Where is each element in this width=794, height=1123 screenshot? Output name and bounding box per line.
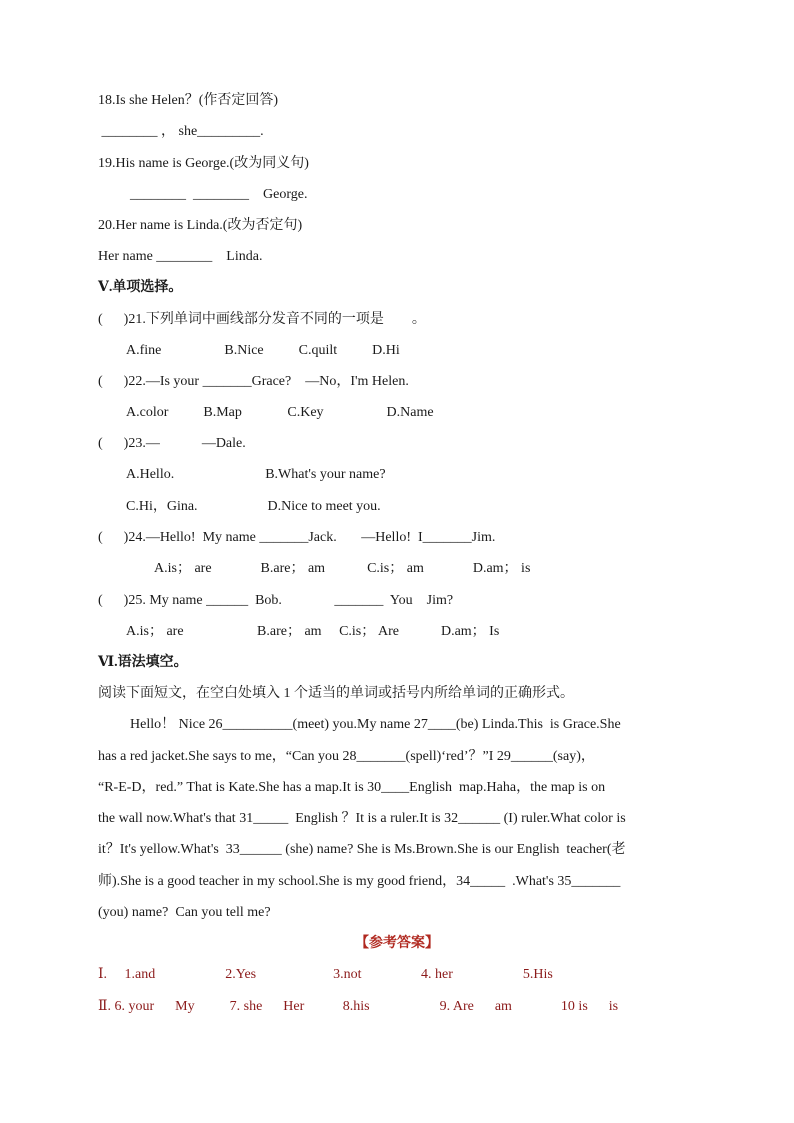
question-18: 18.Is she Helen？(作否定回答) bbox=[98, 93, 279, 108]
question-20: 20.Her name is Linda.(改为否定句) bbox=[98, 218, 303, 233]
section-6-heading: Ⅵ.语法填空。 bbox=[98, 655, 188, 670]
passage-line-5: it？It's yellow.What's 33______ (she) name? She is Ms.Brown.She is our English teacher(老 bbox=[98, 842, 626, 857]
question-23-options-2: C.Hi，Gina. D.Nice to meet you. bbox=[126, 499, 381, 514]
question-22-options: A.color B.Map C.Key D.Name bbox=[126, 405, 434, 420]
passage-line-2: has a red jacket.She says to me，“Can you 28_______(spell)‘red’？”I 29______(say)， bbox=[98, 749, 595, 764]
question-24: ( )24.—Hello! My name _______Jack. —Hello! I_______Jim. bbox=[98, 530, 496, 545]
question-20-answer-line: Her name ________ Linda. bbox=[98, 249, 263, 264]
question-18-answer-line: ________ ， she_________. bbox=[98, 124, 264, 139]
answer-key-row-2: Ⅱ. 6. your My 7. she Her 8.his 9. Are am 10 is is bbox=[98, 999, 619, 1014]
question-23-options-1: A.Hello. B.What's your name? bbox=[126, 467, 386, 482]
section-6-instruction: 阅读下面短文，在空白处填入 1 个适当的单词或括号内所给单词的正确形式。 bbox=[98, 686, 574, 701]
question-19-answer-line: ________ ________ George. bbox=[130, 187, 308, 202]
answer-key-row-1: Ⅰ. 1.and 2.Yes 3.not 4. her 5.His bbox=[98, 967, 553, 982]
passage-line-3: “R-E-D，red.” That is Kate.She has a map.It is 30____English map.Haha，the map is on bbox=[98, 780, 606, 795]
section-5-heading: Ⅴ.单项选择。 bbox=[98, 280, 183, 295]
question-24-options: A.is； are B.are； am C.is； am D.am； is bbox=[154, 561, 531, 576]
answer-key-title: 【参考答案】 bbox=[355, 936, 439, 951]
question-21-options: A.fine B.Nice C.quilt D.Hi bbox=[126, 343, 400, 358]
question-22: ( )22.—Is your _______Grace? —No，I'm Helen. bbox=[98, 374, 409, 389]
question-25: ( )25. My name ______ Bob. _______ You Jim? bbox=[98, 593, 454, 608]
question-25-options: A.is； are B.are； am C.is； Are D.am； Is bbox=[126, 624, 500, 639]
question-19: 19.His name is George.(改为同义句) bbox=[98, 156, 309, 171]
passage-line-6: 师).She is a good teacher in my school.She is my good friend，34_____ .What's 35_______ bbox=[98, 874, 621, 889]
question-23: ( )23.— —Dale. bbox=[98, 436, 246, 451]
passage-line-1: Hello！ Nice 26__________(meet) you.My name 27____(be) Linda.This is Grace.She bbox=[130, 717, 621, 732]
question-21: ( )21.下列单词中画线部分发音不同的一项是 。 bbox=[98, 312, 426, 327]
passage-line-4: the wall now.What's that 31_____ English ？It is a ruler.It is 32______ (I) ruler.What color is bbox=[98, 811, 626, 826]
passage-line-7: (you) name? Can you tell me? bbox=[98, 905, 271, 920]
